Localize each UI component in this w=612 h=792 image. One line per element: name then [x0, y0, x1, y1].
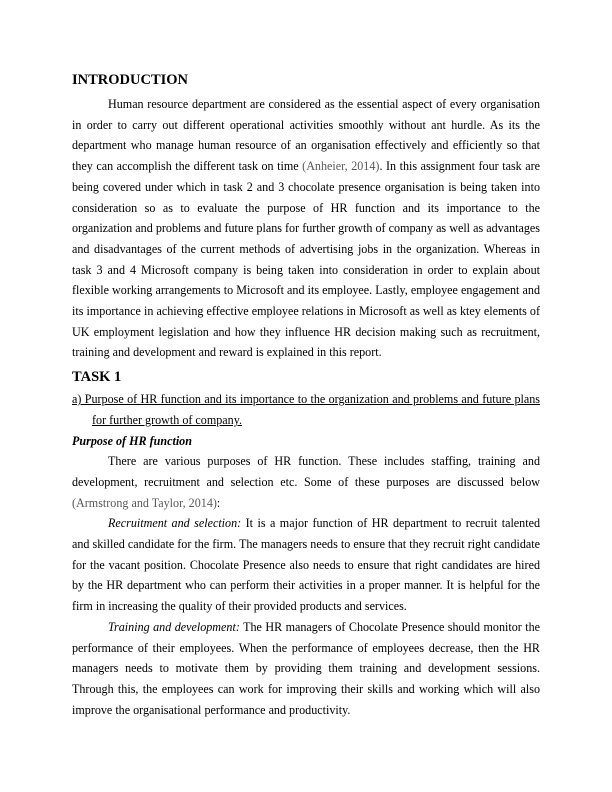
purpose-paragraph — [72, 451, 540, 513]
task1-heading: TASK 1 — [72, 369, 122, 386]
purpose-text-b: : — [216, 495, 221, 510]
citation-armstrong: (Armstrong and Taylor, 2014) — [72, 495, 217, 510]
training-paragraph — [72, 617, 540, 721]
training-text: The HR managers of Chocolate Presence should monitor the performance of their employees. When the performance of employees decrease, then the HR managers needs to motivate them by providing them training and development sessions. Through this, the employees can work for improving their skills and working which will also improve the organisational performance and productivity. — [72, 619, 541, 717]
citation-anheier: (Anheier, 2014) — [302, 159, 380, 174]
introduction-text-a: Human resource department are considered as the essential aspect of every organisation in order to carry out different operational activities smoothly without ant hurdle. As its the department who manage human resource of an organisation effectively and efficiently so that they can accomplish the different task on time — [72, 97, 540, 174]
task1-subheading: a) Purpose of HR function and its importance to the organization and problems and future plans for further growth of company. — [72, 392, 540, 427]
recruitment-paragraph — [72, 513, 540, 617]
purpose-text-a: There are various purposes of HR function. These includes staffing, training and development, recruitment and selection etc. Some of these purposes are discussed below — [72, 454, 540, 489]
recruitment-lead: Recruitment and selection: — [108, 516, 242, 531]
document-page — [72, 70, 540, 720]
training-lead: Training and development: — [108, 619, 240, 634]
introduction-heading: INTRODUCTION — [72, 72, 189, 88]
recruitment-text: It is a major function of HR department to recruit talented and skilled candidate for the firm. The managers needs to ensure that they recruit right candidate for the vacant position. Chocolate Presence also needs to ensure that right candidates are hired by the HR department who can perform their activities in a proper manner. It is helpful for the firm in increasing the quality of their provided products and services. — [72, 516, 540, 614]
section-title-purpose: Purpose of HR function — [72, 433, 192, 448]
introduction-paragraph — [72, 94, 540, 363]
introduction-text-b: . In this assignment four task are being covered under which in task 2 and 3 chocolate presence organisation is being taken into consideration so as to evaluate the purpose of HR function and its importance to the organization and problems and future plans for further growth of company as well as advantages and disadvantages of the current methods of advertising jobs in the organization. Whereas in task 3 and 4 Microsoft company is being taken into consideration in order to explain about flexible working arrangements to Microsoft and its employee. Lastly, employee engagement and its importance in achieving effective employee relations in Microsoft as well as ktey elements of UK employment legislation and how they influence HR decision making such as recruitment, training and development and reward is explained in this report. — [72, 159, 540, 360]
